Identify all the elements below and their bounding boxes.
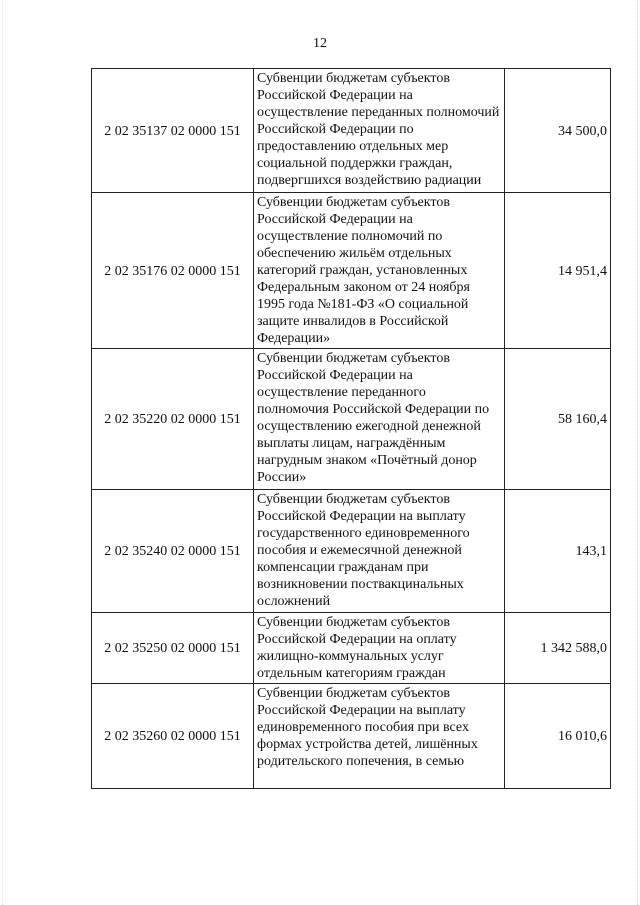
description-cell: Субвенции бюджетам субъектов Российской Федерации на осуществление переданного полномочия Российской Федерации по осуществлению ежегодной денежной выплаты лицам, награждённым нагрудным знаком «Почётный донор России» <box>254 349 505 490</box>
amount-cell: 143,1 <box>505 490 611 613</box>
budget-code-cell: 2 02 35176 02 0000 151 <box>92 193 254 349</box>
table-row <box>92 349 611 490</box>
amount-cell: 34 500,0 <box>505 69 611 193</box>
scan-left-edge <box>2 0 4 905</box>
budget-code-cell: 2 02 35250 02 0000 151 <box>92 613 254 684</box>
amount-cell: 16 010,6 <box>505 684 611 789</box>
amount-cell: 14 951,4 <box>505 193 611 349</box>
description-cell: Субвенции бюджетам субъектов Российской Федерации на осуществление полномочий по обеспечению жильём отдельных категорий граждан, установленных Федеральным законом от 24 ноября 1995 года №181-ФЗ «О социальной защите инвалидов в Российской Федерации» <box>254 193 505 349</box>
table-row <box>92 490 611 613</box>
amount-cell: 58 160,4 <box>505 349 611 490</box>
budget-code-cell: 2 02 35137 02 0000 151 <box>92 69 254 193</box>
table-row <box>92 684 611 789</box>
table-row <box>92 193 611 349</box>
budget-code-cell: 2 02 35260 02 0000 151 <box>92 684 254 789</box>
table-row <box>92 69 611 193</box>
budget-table <box>91 68 611 789</box>
budget-code-cell: 2 02 35220 02 0000 151 <box>92 349 254 490</box>
scan-right-edge <box>636 0 638 905</box>
budget-code-cell: 2 02 35240 02 0000 151 <box>92 490 254 613</box>
description-cell: Субвенции бюджетам субъектов Российской Федерации на осуществление переданных полномочий Российской Федерации по предоставлению отдельных мер социальной поддержки граждан, подвергшихся воздействию радиации <box>254 69 505 193</box>
table-row <box>92 613 611 684</box>
amount-cell: 1 342 588,0 <box>505 613 611 684</box>
description-cell: Субвенции бюджетам субъектов Российской Федерации на выплату единовременного пособия при всех формах устройства детей, лишённых родительского попечения, в семью <box>254 684 505 789</box>
description-cell: Субвенции бюджетам субъектов Российской Федерации на оплату жилищно-коммунальных услуг отдельным категориям граждан <box>254 613 505 684</box>
description-cell: Субвенции бюджетам субъектов Российской Федерации на выплату государственного единовременного пособия и ежемесячной денежной компенсации гражданам при возникновении поствакцинальных осложнений <box>254 490 505 613</box>
page-number: 12 <box>313 36 327 51</box>
